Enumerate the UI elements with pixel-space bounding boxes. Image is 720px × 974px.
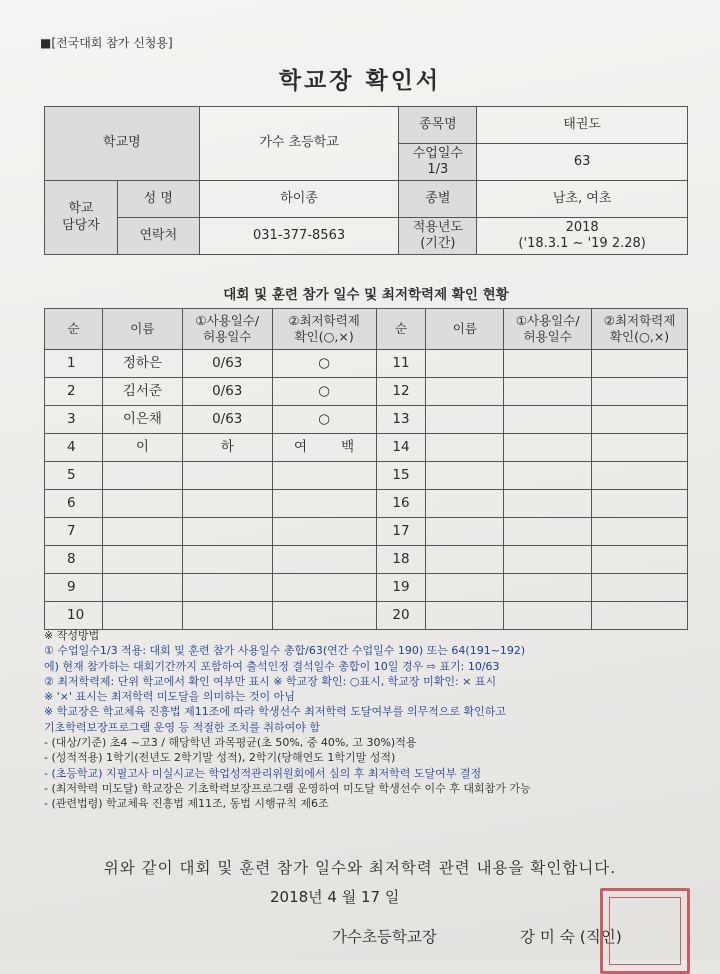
info-table xyxy=(44,106,688,255)
table-cell xyxy=(504,490,592,518)
column-header: 순 xyxy=(376,309,426,350)
section-heading: 대회 및 훈련 참가 일수 및 최저학력제 확인 현황 xyxy=(223,287,509,303)
table-cell xyxy=(592,462,688,490)
table-cell xyxy=(504,546,592,574)
table-cell xyxy=(182,574,272,602)
table-cell xyxy=(102,602,182,630)
confirmation-statement: 위와 같이 대회 및 훈련 참가 일수와 최저학력 관련 내용을 확인합니다. xyxy=(103,859,617,877)
table-cell: 15 xyxy=(376,462,426,490)
table-cell: 0/63 xyxy=(182,378,272,406)
column-header: ①사용일수/ 허용일수 xyxy=(504,309,592,350)
table-row xyxy=(45,378,688,406)
instruction-line: 기초학력보장프로그램 운영 등 적절한 조치를 취하여야 함 xyxy=(44,720,321,734)
official-seal-stamp xyxy=(600,888,690,974)
table-row xyxy=(45,434,688,462)
table-cell: 6 xyxy=(45,490,103,518)
table-row xyxy=(45,546,688,574)
table-cell xyxy=(272,518,376,546)
table-cell xyxy=(102,546,182,574)
signature-date: 2018년 4 월 17 일 xyxy=(270,888,400,906)
table-cell: 12 xyxy=(376,378,426,406)
table-cell xyxy=(592,602,688,630)
table-cell xyxy=(504,462,592,490)
instruction-line: 에) 현재 참가하는 대회기간까지 포함하여 출석인정 결석일수 총합이 10일 경우 ⇨ 표기: 10/63 xyxy=(44,659,500,673)
table-cell: 0/63 xyxy=(182,350,272,378)
writing-instructions xyxy=(44,628,694,812)
column-header: 이름 xyxy=(102,309,182,350)
table-cell xyxy=(272,434,376,462)
table-cell: 17 xyxy=(376,518,426,546)
table-cell xyxy=(426,378,504,406)
contact-label: 연락처 xyxy=(117,218,199,255)
table-cell xyxy=(592,406,688,434)
table-cell xyxy=(592,574,688,602)
table-cell xyxy=(272,602,376,630)
table-cell: 7 xyxy=(45,518,103,546)
event-value: 태권도 xyxy=(477,107,688,144)
instruction-line: - (대상/기준) 초4 ~고3 / 해당학년 과목평균(초 50%, 중 40%, 고 30%)적용 xyxy=(44,736,417,750)
table-cell xyxy=(426,602,504,630)
table-cell: 이 xyxy=(102,434,182,462)
table-cell xyxy=(504,574,592,602)
principal-title: 가수초등학교장 xyxy=(332,928,437,946)
table-cell: 4 xyxy=(45,434,103,462)
category-label: 종별 xyxy=(399,181,477,218)
form-tag: ■[전국대회 참가 신청용] xyxy=(40,36,173,50)
table-cell: 0/63 xyxy=(182,406,272,434)
table-cell xyxy=(272,462,376,490)
instruction-line: ※ '×' 표시는 최저학력 미도달을 의미하는 것이 아님 xyxy=(44,690,295,704)
table-cell xyxy=(426,574,504,602)
table-cell xyxy=(504,406,592,434)
table-cell xyxy=(102,490,182,518)
name-label: 성 명 xyxy=(117,181,199,218)
table-cell xyxy=(504,518,592,546)
table-cell xyxy=(426,518,504,546)
table-cell: 19 xyxy=(376,574,426,602)
table-header-row xyxy=(45,309,688,350)
table-cell xyxy=(426,350,504,378)
table-cell xyxy=(102,518,182,546)
table-row xyxy=(45,462,688,490)
instruction-line: ② 최저학력제: 단위 학교에서 확인 여부만 표시 ※ 학교장 확인: ○표시, 학교장 미확인: × 표시 xyxy=(44,674,497,688)
column-header: ①사용일수/ 허용일수 xyxy=(182,309,272,350)
instruction-line: - (최저학력 미도달) 학교장은 기초학력보장프로그램 운영하여 미도달 학생선수 이수 후 대회참가 가능 xyxy=(44,781,531,795)
table-cell: 20 xyxy=(376,602,426,630)
principal-name: 강 미 숙 (직인) xyxy=(520,928,622,946)
table-cell xyxy=(426,462,504,490)
table-cell: ○ xyxy=(272,350,376,378)
table-cell: 10 xyxy=(45,602,103,630)
table-cell xyxy=(504,434,592,462)
table-cell: 3 xyxy=(45,406,103,434)
table-cell: 이은채 xyxy=(102,406,182,434)
table-cell xyxy=(426,406,504,434)
table-cell xyxy=(182,602,272,630)
table-row xyxy=(45,518,688,546)
school-value: 가수 초등학교 xyxy=(199,107,399,181)
contact-value: 031-377-8563 xyxy=(199,218,399,255)
table-cell xyxy=(504,602,592,630)
page-title: 학교장 확인서 xyxy=(278,68,442,94)
table-cell xyxy=(426,546,504,574)
table-cell xyxy=(504,378,592,406)
table-cell xyxy=(592,434,688,462)
table-cell xyxy=(102,574,182,602)
staff-label: 학교 담당자 xyxy=(45,181,118,255)
table-cell xyxy=(426,490,504,518)
table-cell xyxy=(426,434,504,462)
days-label: 수업일수 1/3 xyxy=(399,144,477,181)
participation-table xyxy=(44,308,688,630)
table-cell xyxy=(504,350,592,378)
table-cell-text: 여 xyxy=(294,439,308,456)
column-header: ②최저학력제 확인(○,×) xyxy=(272,309,376,350)
table-cell-text: 백 xyxy=(341,439,355,456)
year-label: 적용년도 (기간) xyxy=(399,218,477,255)
table-cell xyxy=(182,546,272,574)
school-label: 학교명 xyxy=(45,107,200,181)
table-cell xyxy=(182,490,272,518)
table-cell xyxy=(182,462,272,490)
instruction-line: - (초등학교) 지필고사 미실시교는 학업성적관리위원회에서 심의 후 최저학력 도달여부 결정 xyxy=(44,766,482,780)
table-cell xyxy=(592,350,688,378)
category-value: 남초, 여초 xyxy=(477,181,688,218)
table-cell xyxy=(592,518,688,546)
table-cell: 5 xyxy=(45,462,103,490)
table-cell: 하 xyxy=(182,434,272,462)
table-cell xyxy=(272,574,376,602)
name-value: 하이종 xyxy=(199,181,399,218)
table-cell: 1 xyxy=(45,350,103,378)
table-row xyxy=(45,406,688,434)
table-cell: 13 xyxy=(376,406,426,434)
table-cell: ○ xyxy=(272,378,376,406)
table-cell: 김서준 xyxy=(102,378,182,406)
instruction-line: ① 수업일수1/3 적용: 대회 및 훈련 참가 사용일수 총합/63(연간 수업일수 190) 또는 64(191~192) xyxy=(44,644,526,658)
instruction-line: - (성적적용) 1학기(전년도 2학기말 성적), 2학기(당해연도 1학기말 성적) xyxy=(44,751,396,765)
instruction-line: ※ 작성방법 xyxy=(44,629,100,642)
table-cell xyxy=(592,378,688,406)
table-cell xyxy=(102,462,182,490)
table-cell: 9 xyxy=(45,574,103,602)
table-cell: 정하은 xyxy=(102,350,182,378)
instruction-line: - (관련법령) 학교체육 진흥법 제11조, 동법 시행규칙 제6조 xyxy=(44,797,329,811)
table-cell xyxy=(592,546,688,574)
table-cell: 18 xyxy=(376,546,426,574)
column-header: 순 xyxy=(45,309,103,350)
table-cell xyxy=(272,546,376,574)
table-row xyxy=(45,602,688,630)
table-cell: 2 xyxy=(45,378,103,406)
table-cell: 11 xyxy=(376,350,426,378)
table-cell: 8 xyxy=(45,546,103,574)
days-value: 63 xyxy=(477,144,688,181)
table-cell: ○ xyxy=(272,406,376,434)
event-label: 종목명 xyxy=(399,107,477,144)
year-value: 2018 ('18.3.1 ~ '19 2.28) xyxy=(477,218,688,255)
table-cell: 16 xyxy=(376,490,426,518)
table-cell xyxy=(182,518,272,546)
instruction-line: ※ 학교장은 학교체육 진흥법 제11조에 따라 학생선수 최저학력 도달여부를 의무적으로 확인하고 xyxy=(44,705,506,719)
table-cell xyxy=(592,490,688,518)
table-cell: 14 xyxy=(376,434,426,462)
column-header: ②최저학력제 확인(○,×) xyxy=(592,309,688,350)
table-cell xyxy=(272,490,376,518)
table-row xyxy=(45,350,688,378)
table-row xyxy=(45,490,688,518)
column-header: 이름 xyxy=(426,309,504,350)
table-row xyxy=(45,574,688,602)
